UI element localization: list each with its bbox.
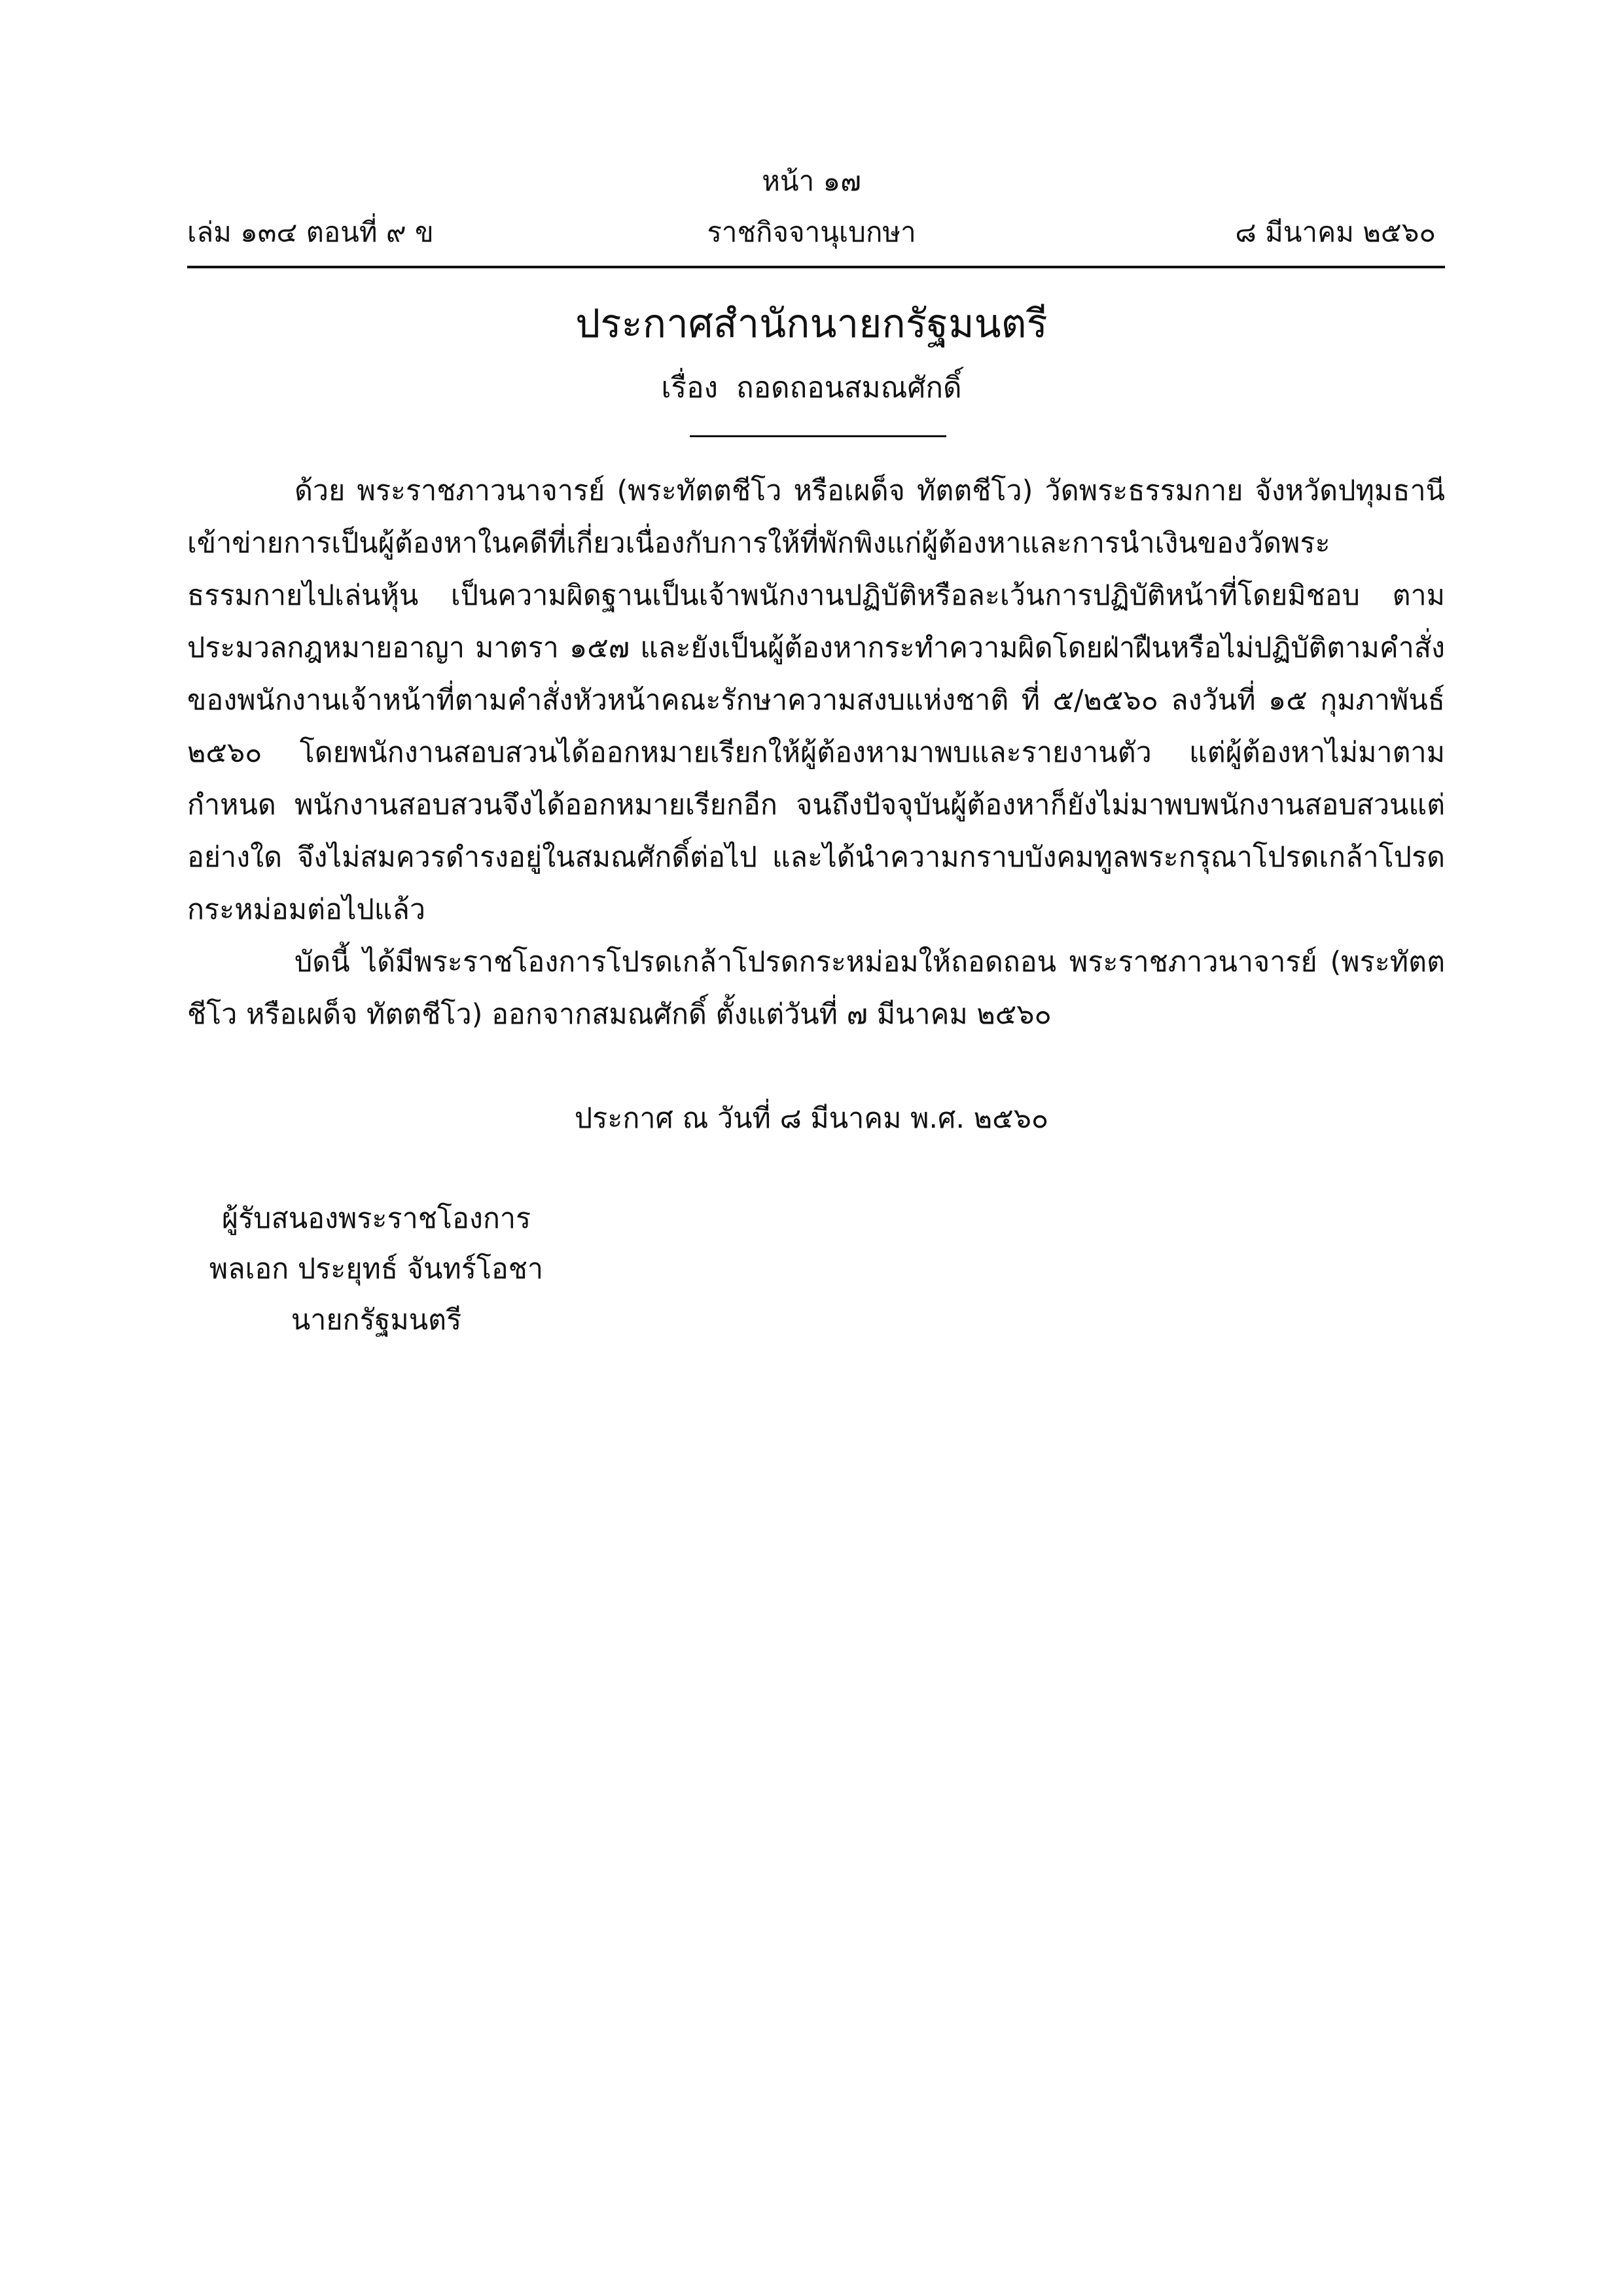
paragraph-1: ด้วย พระราชภาวนาจารย์ (พระทัตตชีโว หรือเผด็จ ทัตตชีโว) วัดพระธรรมกาย จังหวัดปทุมธานี เข้าข่ายการเป็นผู้ต้องหาในคดีที่เกี่ยวเนื่องกับการให้ที่พักพิงแก่ผู้ต้องหาและการนำเงินของวัดพระธรรมกายไปเล่นหุ้น เป็นความผิดฐานเป็นเจ้าพนักงานปฏิบัติหรือละเว้นการปฏิบัติหน้าที่โดยมิชอบ ตามประมวลกฎหมายอาญา มาตรา ๑๕๗ และยังเป็นผู้ต้องหากระทำความผิดโดยฝ่าฝืนหรือไม่ปฏิบัติตามคำสั่งของพนักงานเจ้าหน้าที่ตามคำสั่งหัวหน้าคณะรักษาความสงบแห่งชาติ ที่ ๕/๒๕๖๐ ลงวันที่ ๑๕ กุมภาพันธ์ ๒๕๖๐ โดยพนักงานสอบสวนได้ออกหมายเรียกให้ผู้ต้องหามาพบและรายงานตัว แต่ผู้ต้องหาไม่มาตามกำหนด พนักงานสอบสวนจึงได้ออกหมายเรียกอีก จนถึงปัจจุบันผู้ต้องหาก็ยังไม่มาพบพนักงานสอบสวนแต่อย่างใด จึงไม่สมควรดำรงอยู่ในสมณศักดิ์ต่อไป และได้นำความกราบบังคมทูลพระกรุณาโปรดเกล้าโปรดกระหม่อมต่อไปแล้ว <box>187 475 1445 926</box>
document-subject <box>0 370 1623 406</box>
publication-date: ๘ มีนาคม ๒๕๖๐ <box>1235 216 1436 248</box>
title-divider <box>690 435 946 437</box>
signatory-name: พลเอก ประยุทธ์ จันทร์โอชา <box>209 1253 544 1285</box>
subject-text: ถอดถอนสมณศักดิ์ <box>736 371 962 404</box>
publication-name: ราชกิจจานุเบกษา <box>707 216 916 248</box>
document-body <box>187 465 1445 1041</box>
proclamation-date: ประกาศ ณ วันที่ ๘ มีนาคม พ.ศ. ๒๕๖๐ <box>574 1102 1049 1135</box>
subject-label: เรื่อง <box>661 371 718 404</box>
paragraph-2: บัดนี้ ได้มีพระราชโองการโปรดเกล้าโปรดกระหม่อมให้ถอดถอน พระราชภาวนาจารย์ (พระทัตตชีโว หรือเผด็จ ทัตตชีโว) ออกจากสมณศักดิ์ ตั้งแต่วันที่ ๗ มีนาคม ๒๕๖๐ <box>187 946 1445 1031</box>
header-divider <box>187 266 1445 268</box>
document-title: ประกาศสำนักนายกรัฐมนตรี <box>575 301 1048 347</box>
countersigned-by: ผู้รับสนองพระราชโองการ <box>221 1202 531 1235</box>
signatory-position: นายกรัฐมนตรี <box>291 1304 462 1336</box>
volume-issue: เล่ม ๑๓๔ ตอนที่ ๙ ข <box>187 216 434 248</box>
page-number: หน้า ๑๗ <box>762 165 861 197</box>
